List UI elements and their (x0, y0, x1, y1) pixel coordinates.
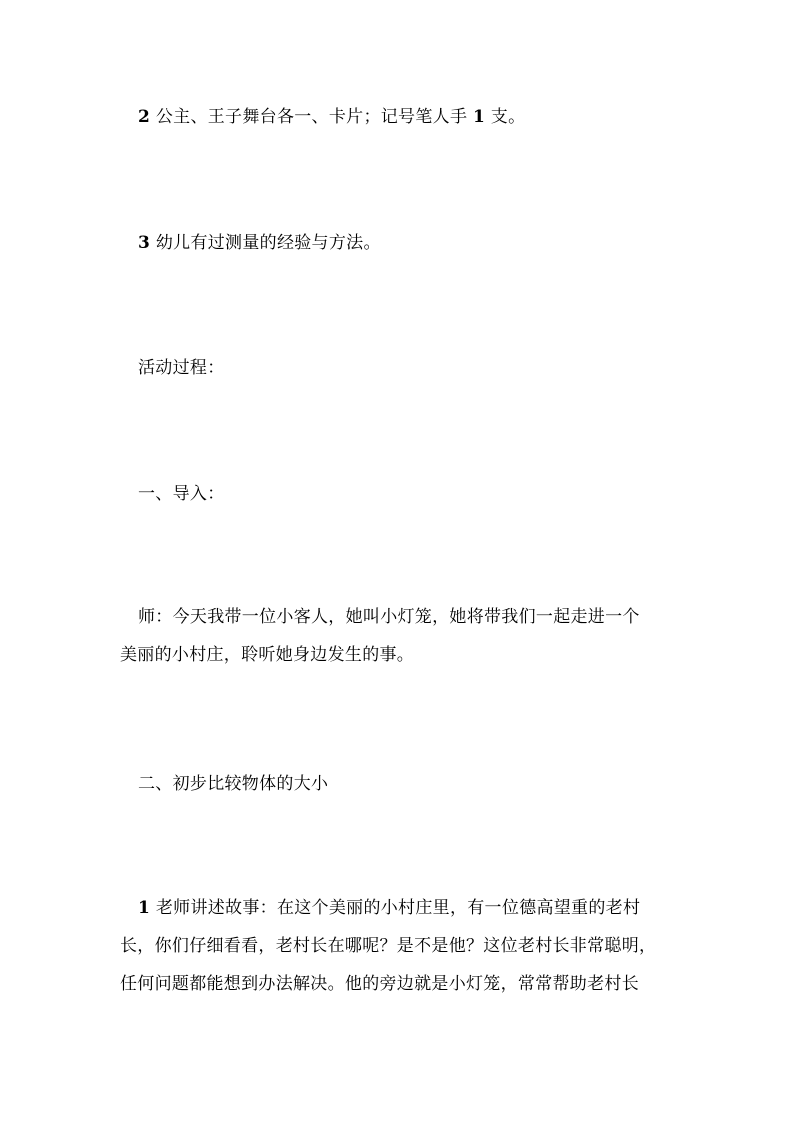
text-line: 3 幼儿有过测量的经验与方法。 (138, 233, 381, 253)
text-line: 二、初步比较物体的大小 (138, 774, 329, 794)
paragraph-story (120, 889, 680, 1003)
text-line: 美丽的小村庄，聆听她身边发生的事。 (120, 645, 415, 665)
text-line: 活动过程： (138, 358, 225, 378)
paragraph-materials (120, 98, 680, 136)
section-introduction-heading (120, 475, 680, 513)
text-line: 师：今天我带一位小客人，她叫小灯笼，她将带我们一起走进一个 (138, 607, 640, 627)
section-compare-size-heading (120, 765, 680, 803)
text-line: 长，你们仔细看看，老村长在哪呢？是不是他？这位老村长非常聪明， (120, 936, 657, 956)
text-line: 2 公主、王子舞台各一、卡片；记号笔人手 1 支。 (138, 107, 526, 127)
paragraph-teacher-intro (120, 598, 680, 674)
paragraph-experience (120, 224, 680, 262)
text-line: 1 老师讲述故事：在这个美丽的小村庄里，有一位德高望重的老村 (138, 898, 641, 918)
text-line: 一、导入： (138, 484, 225, 504)
text-line: 任何问题都能想到办法解决。他的旁边就是小灯笼，常常帮助老村长 (120, 974, 639, 994)
activity-process-heading (120, 349, 680, 387)
